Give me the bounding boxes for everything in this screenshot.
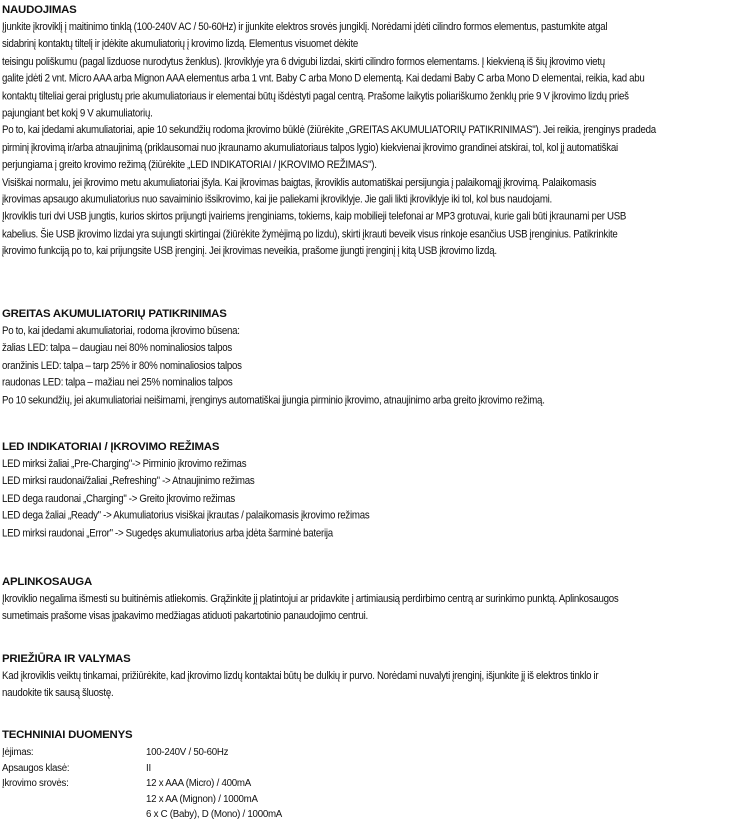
paragraph-aplinkosauga <box>2 591 619 626</box>
text-line: naudokite tik sausą šluostę. <box>2 687 114 700</box>
text-line: Po to, kai įdedami akumuliatoriai, rodoma įkrovimo būsena: <box>2 325 240 338</box>
paragraph-prieziura <box>2 668 598 703</box>
spec-value: II <box>146 762 151 774</box>
text-line: sumetimais prašome visas įpakavimo medžiagas atiduoti pakartotinio panaudojimo centrui. <box>2 610 368 623</box>
text-line: LED dega žaliai „Ready" -> Akumuliatorius visiškai įkrautas / palaikomasis įkrovimo režimas <box>2 510 370 523</box>
spec-value: 6 x C (Baby), D (Mono) / 1000mA <box>146 809 282 820</box>
spec-row <box>2 761 730 777</box>
text-line: Įkroviklis turi dvi USB jungtis, kurios skirtos prijungti įvairiems įrenginiams, tokiems, kaip mobilieji telefonai ar MP3 grotuvai, kurie gali būti įkraunami per USB <box>2 211 627 224</box>
text-line: pirminį įkrovimą ir/arba atnaujinimą (priklausomai nuo įkraunamo akumuliatoriaus talpos lygio) kiekvienai įkrovimo grandinei atskirai, tol, kol jį automatiškai <box>2 142 618 155</box>
spec-value: 100-240V / 50-60Hz <box>146 747 229 758</box>
text-line: LED mirksi raudonai/žaliai „Refreshing" -> Atnaujinimo režimas <box>2 475 255 488</box>
section-title-greitas-patikrinimas: GREITAS AKUMULIATORIŲ PATIKRINIMAS <box>2 308 227 320</box>
text-line: perjungiama į greito krovimo režimą (žiūrėkite „LED INDIKATORIAI / ĮKROVIMO REŽIMAS"). <box>2 159 377 172</box>
spec-row <box>2 745 730 761</box>
paragraph-greitas-patikrinimas <box>2 323 545 409</box>
text-line: teisingu poliškumu (pagal lizduose nurodytus ženklus). Įkroviklyje yra 6 dvigubi lizdai, skirti cilindro formos elementams. Į kiekvieną iš šių įkrovimo vietų <box>2 55 605 69</box>
text-line: žalias LED: talpa – daugiau nei 80% nominaliosios talpos <box>2 342 232 355</box>
text-line: Įjunkite įkroviklį į maitinimo tinklą (100-240V AC / 50-60Hz) ir įjunkite elektros srovės jungiklį. Norėdami įdėti cilindro formos elementus, pastumkite atgal <box>2 21 608 34</box>
section-aplinkosauga <box>2 575 619 622</box>
spec-label <box>2 807 146 823</box>
section-led-indikatoriai <box>2 440 370 540</box>
section-title-techniniai-duomenys: TECHNINIAI DUOMENYS <box>2 729 133 741</box>
section-prieziura <box>2 652 598 699</box>
text-line: Įkroviklio negalima išmesti su buitinėmis atliekomis. Grąžinkite jį platintojui ar pridavkite į artimiausią perdirbimo centrą ar surinkimo punktą. Aplinkosaugos <box>2 593 619 606</box>
spec-value: 12 x AA (Mignon) / 1000mA <box>146 793 258 805</box>
text-line: oranžinis LED: talpa – tarp 25% ir 80% nominaliosios talpos <box>2 359 242 373</box>
text-line: įkrovimas apsaugo akumuliatorius nuo savaiminio išsikrovimo, kai jie paliekami įkroviklyje. Jie gali likti įkroviklyje iki tol, kol bus naudojami. <box>2 193 552 207</box>
section-title-naudojimas: NAUDOJIMAS <box>2 4 77 16</box>
spec-label: Įkrovimo srovės: <box>2 778 69 789</box>
section-greitas-patikrinimas <box>2 307 545 407</box>
text-line: Po 10 sekundžių, jei akumuliatoriai neišimami, įrenginys automatiškai įjungia pirminio įkrovimo, atnaujinimo arba greito įkrovimo režimą. <box>2 394 545 407</box>
spec-row <box>2 776 730 792</box>
text-line: kontaktų tilteliai gerai priglustų prie akumuliatoriaus ir elementai būtų išdėstyti pagal centrą. Prašome laikytis poliariškumo ženklų prie 9 V įkrovimo lizdų prieš <box>2 90 629 103</box>
spec-row <box>2 807 730 823</box>
section-naudojimas <box>2 3 656 258</box>
text-line: sidabrinį kontaktų tiltelį ir įdėkite akumuliatorių į krovimo lizdą. Elementus visuomet dėkite <box>2 38 359 51</box>
text-line: LED mirksi raudonai „Error" -> Sugedęs akumuliatorius arba įdėta šarminė baterija <box>2 527 333 540</box>
text-line: Visiškai normalu, jei įkrovimo metu akumuliatoriai įšyla. Kai įkrovimas baigtas, įkroviklis automatiškai persijungia į palaikomąjį įkrovimą. Palaikomasis <box>2 176 597 189</box>
text-line: galite įdėti 2 vnt. Micro AAA arba Mignon AAA elementus arba 1 vnt. Baby C arba Mono D elementą. Kai dedami Baby C arba Mono D elementai, reikia, kad abu <box>2 73 645 86</box>
spec-label <box>2 792 146 808</box>
text-line: Po to, kai įdedami akumuliatoriai, apie 10 sekundžių rodoma įkrovimo būklė (žiūrėkite „GREITAS AKUMULIATORIŲ PATIKRINIMAS"). Jei reikia, įrenginys pradeda <box>2 124 656 138</box>
section-title-aplinkosauga: APLINKOSAUGA <box>2 576 92 588</box>
text-line: įkrovimo funkciją po to, kai prijungsite USB įrenginį. Jei įkrovimas neveikia, prašome įjungti įrenginį į kitą USB įkrovimo lizdą. <box>2 245 497 258</box>
text-line: kabelius. Šie USB įkrovimo lizdai yra sujungti skirtingai (žiūrėkite žymėjimą po lizdu), skirti įkrauti beveik visus rinkoje esančius USB įrenginius. Patikrinkite <box>2 228 618 241</box>
section-techniniai-duomenys <box>2 728 730 823</box>
paragraph-naudojimas <box>2 19 656 261</box>
text-line: LED dega raudonai „Charging" -> Greito įkrovimo režimas <box>2 492 236 506</box>
text-line: pajungiant bet kokį 9 V akumuliatorių. <box>2 107 153 120</box>
spec-row <box>2 792 730 808</box>
specs-table <box>2 745 730 823</box>
section-title-led-indikatoriai: LED INDIKATORIAI / ĮKROVIMO REŽIMAS <box>2 441 220 453</box>
spec-label: Įėjimas: <box>2 747 34 758</box>
text-line: raudonas LED: talpa – mažiau nei 25% nominalios talpos <box>2 377 233 390</box>
text-line: LED mirksi žaliai „Pre-Charging"-> Pirminio įkrovimo režimas <box>2 458 247 471</box>
spec-value: 12 x AAA (Micro) / 400mA <box>146 778 251 789</box>
spec-label: Apsaugos klasė: <box>2 762 70 774</box>
text-line: Kad įkroviklis veiktų tinkamai, prižiūrėkite, kad įkrovimo lizdų kontaktai būtų be dulkių ir purvo. Norėdami nuvalyti įrenginį, išjunkite jį iš elektros tinklo ir <box>2 670 599 683</box>
paragraph-led-indikatoriai <box>2 456 369 542</box>
section-title-prieziura: PRIEŽIŪRA IR VALYMAS <box>2 653 131 665</box>
